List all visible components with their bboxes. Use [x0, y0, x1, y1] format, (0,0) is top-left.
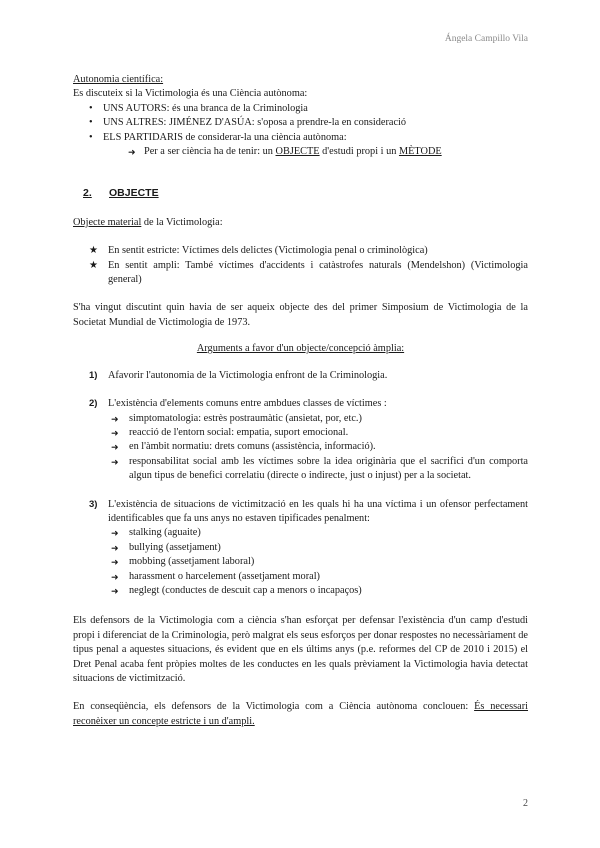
text-span: Afavorir l'autonomia de la Victimologia enfront de la Criminologia. — [108, 369, 388, 381]
arguments-title: Arguments a favor d'un objecte/concepció àmplia: — [196, 343, 405, 355]
star-icon: ★ — [89, 259, 98, 271]
argument-item — [73, 369, 528, 383]
bullet-item: • UNS ALTRES: JIMÉNEZ D'ASÚA: s'oposa a prendre-la en consideració — [73, 116, 528, 130]
star-item — [73, 259, 528, 288]
arrow-icon: ➜ — [111, 542, 119, 553]
section-heading — [73, 186, 528, 200]
autonomia-title: Autonomia científica: — [73, 74, 164, 85]
text-span: En sentit estricte: Víctimes dels delictes (Victimologia penal o criminològica) — [108, 245, 428, 257]
sub-item — [73, 426, 528, 440]
text-span: En conseqüència, els defensors de la Victimologia com a Ciència autònoma conclouen: — [73, 701, 475, 713]
text-span: stalking (aguaite) — [129, 527, 201, 539]
star-icon: ★ — [89, 245, 98, 257]
argument-item — [73, 397, 528, 411]
paragraph: Els defensors de la Victimologia com a ciència s'han esforçat per defensar l'existència d'un camp d'estudi propi i diferenciat de la Criminologia, però malgrat els seus esforços per donar respostes no necessàriament de tipus penal a aquestes situacions, és evident que en els últims anys (p.e. reformes del CP de 2010 i 2015) el Dret Penal acaba fent pròpies moltes de les conductes en les quals prèviament la Victimologia havia detectat situacions de victimització. — [73, 615, 528, 684]
sub-item — [73, 455, 528, 484]
text-span: Per a ser ciència ha de tenir: un — [144, 146, 276, 158]
arrow-item — [73, 145, 528, 159]
arrow-icon: ➜ — [111, 456, 119, 467]
sub-item — [73, 440, 528, 454]
star-item — [73, 244, 528, 258]
text-span: harassment o harcelement (assetjament moral) — [129, 570, 320, 582]
arrow-icon: ➜ — [111, 413, 119, 424]
bullet-item: • UNS AUTORS: és una branca de la Criminologia — [73, 102, 528, 116]
arrow-icon: ➜ — [111, 557, 119, 568]
text-span: bullying (assetjament) — [129, 541, 221, 553]
text-span: de la Victimologia: — [141, 216, 223, 228]
arrow-icon: ➜ — [111, 585, 119, 596]
text-span: responsabilitat social amb les víctimes sobre la idea originària que el sacrifici d'un comporta algun tipus de benefici correlatiu (directe o indirecte, just o injust) per a la societat. — [129, 455, 528, 482]
item-number: 1) — [89, 369, 98, 381]
sub-item — [73, 412, 528, 426]
sub-item — [73, 584, 528, 598]
arrow-icon: ➜ — [111, 442, 119, 453]
text-span: d'estudi propi i un — [319, 146, 399, 158]
text-span: L'existència d'elements comuns entre ambdues classes de víctimes : — [108, 398, 387, 410]
text-span: mobbing (assetjament laboral) — [129, 556, 255, 568]
page-number: 2 — [523, 798, 528, 809]
arrow-icon: ➜ — [111, 528, 119, 539]
paragraph: S'ha vingut discutint quin havia de ser aqueix objecte des del primer Simposium de Victimologia de la Societat Mundial de Victimologia de 1973. — [73, 302, 528, 328]
page-content — [73, 73, 528, 729]
text-span: En sentit ampli: També víctimes d'accidents i catàstrofes naturals (Mendelshon) (Victimologia general) — [108, 259, 528, 286]
item-number: 2) — [89, 398, 98, 410]
bullet-item: • ELS PARTIDARIS de considerar-la una ciència autònoma: — [73, 131, 528, 145]
objecte-term: OBJECTE — [275, 146, 320, 158]
sub-item — [73, 555, 528, 569]
conclusion-paragraph — [73, 700, 528, 729]
header-author: Ángela Campillo Vila — [444, 34, 528, 44]
arrow-icon: ➜ — [111, 427, 119, 438]
section-number: 2. — [83, 187, 92, 200]
metode-term: MÈTODE — [398, 146, 442, 158]
sub-item — [73, 570, 528, 584]
sub-item — [73, 541, 528, 555]
section-title: OBJECTE — [109, 187, 159, 200]
arrow-icon: ➜ — [111, 571, 119, 582]
objecte-material-line — [73, 216, 528, 230]
conclusion-underlined: És necessari reconèixer un concepte estricte i un d'ampli. — [73, 701, 529, 727]
text-span: neglegt (conductes de descuit cap a menors o incapaços) — [129, 584, 362, 596]
objecte-material-label: Objecte material — [73, 216, 142, 228]
item-number: 3) — [89, 498, 98, 510]
autonomia-intro: Es discuteix si la Victimologia és una Ciència autònoma: — [73, 88, 308, 100]
text-span: simptomatologia: estrès postraumàtic (ansietat, por, etc.) — [129, 412, 362, 424]
text-span: reacció de l'entorn social: empatia, suport emocional. — [129, 426, 349, 438]
text-span: en l'àmbit normatiu: drets comuns (assistència, informació). — [129, 441, 376, 453]
arrow-icon: ➜ — [128, 147, 136, 158]
text-span: L'existència de situacions de victimització en les quals hi ha una víctima i un ofensor perfectament identificables que fa uns anys no estaven tipificades penalment: — [108, 498, 528, 524]
argument-item — [73, 498, 528, 527]
sub-item — [73, 526, 528, 540]
